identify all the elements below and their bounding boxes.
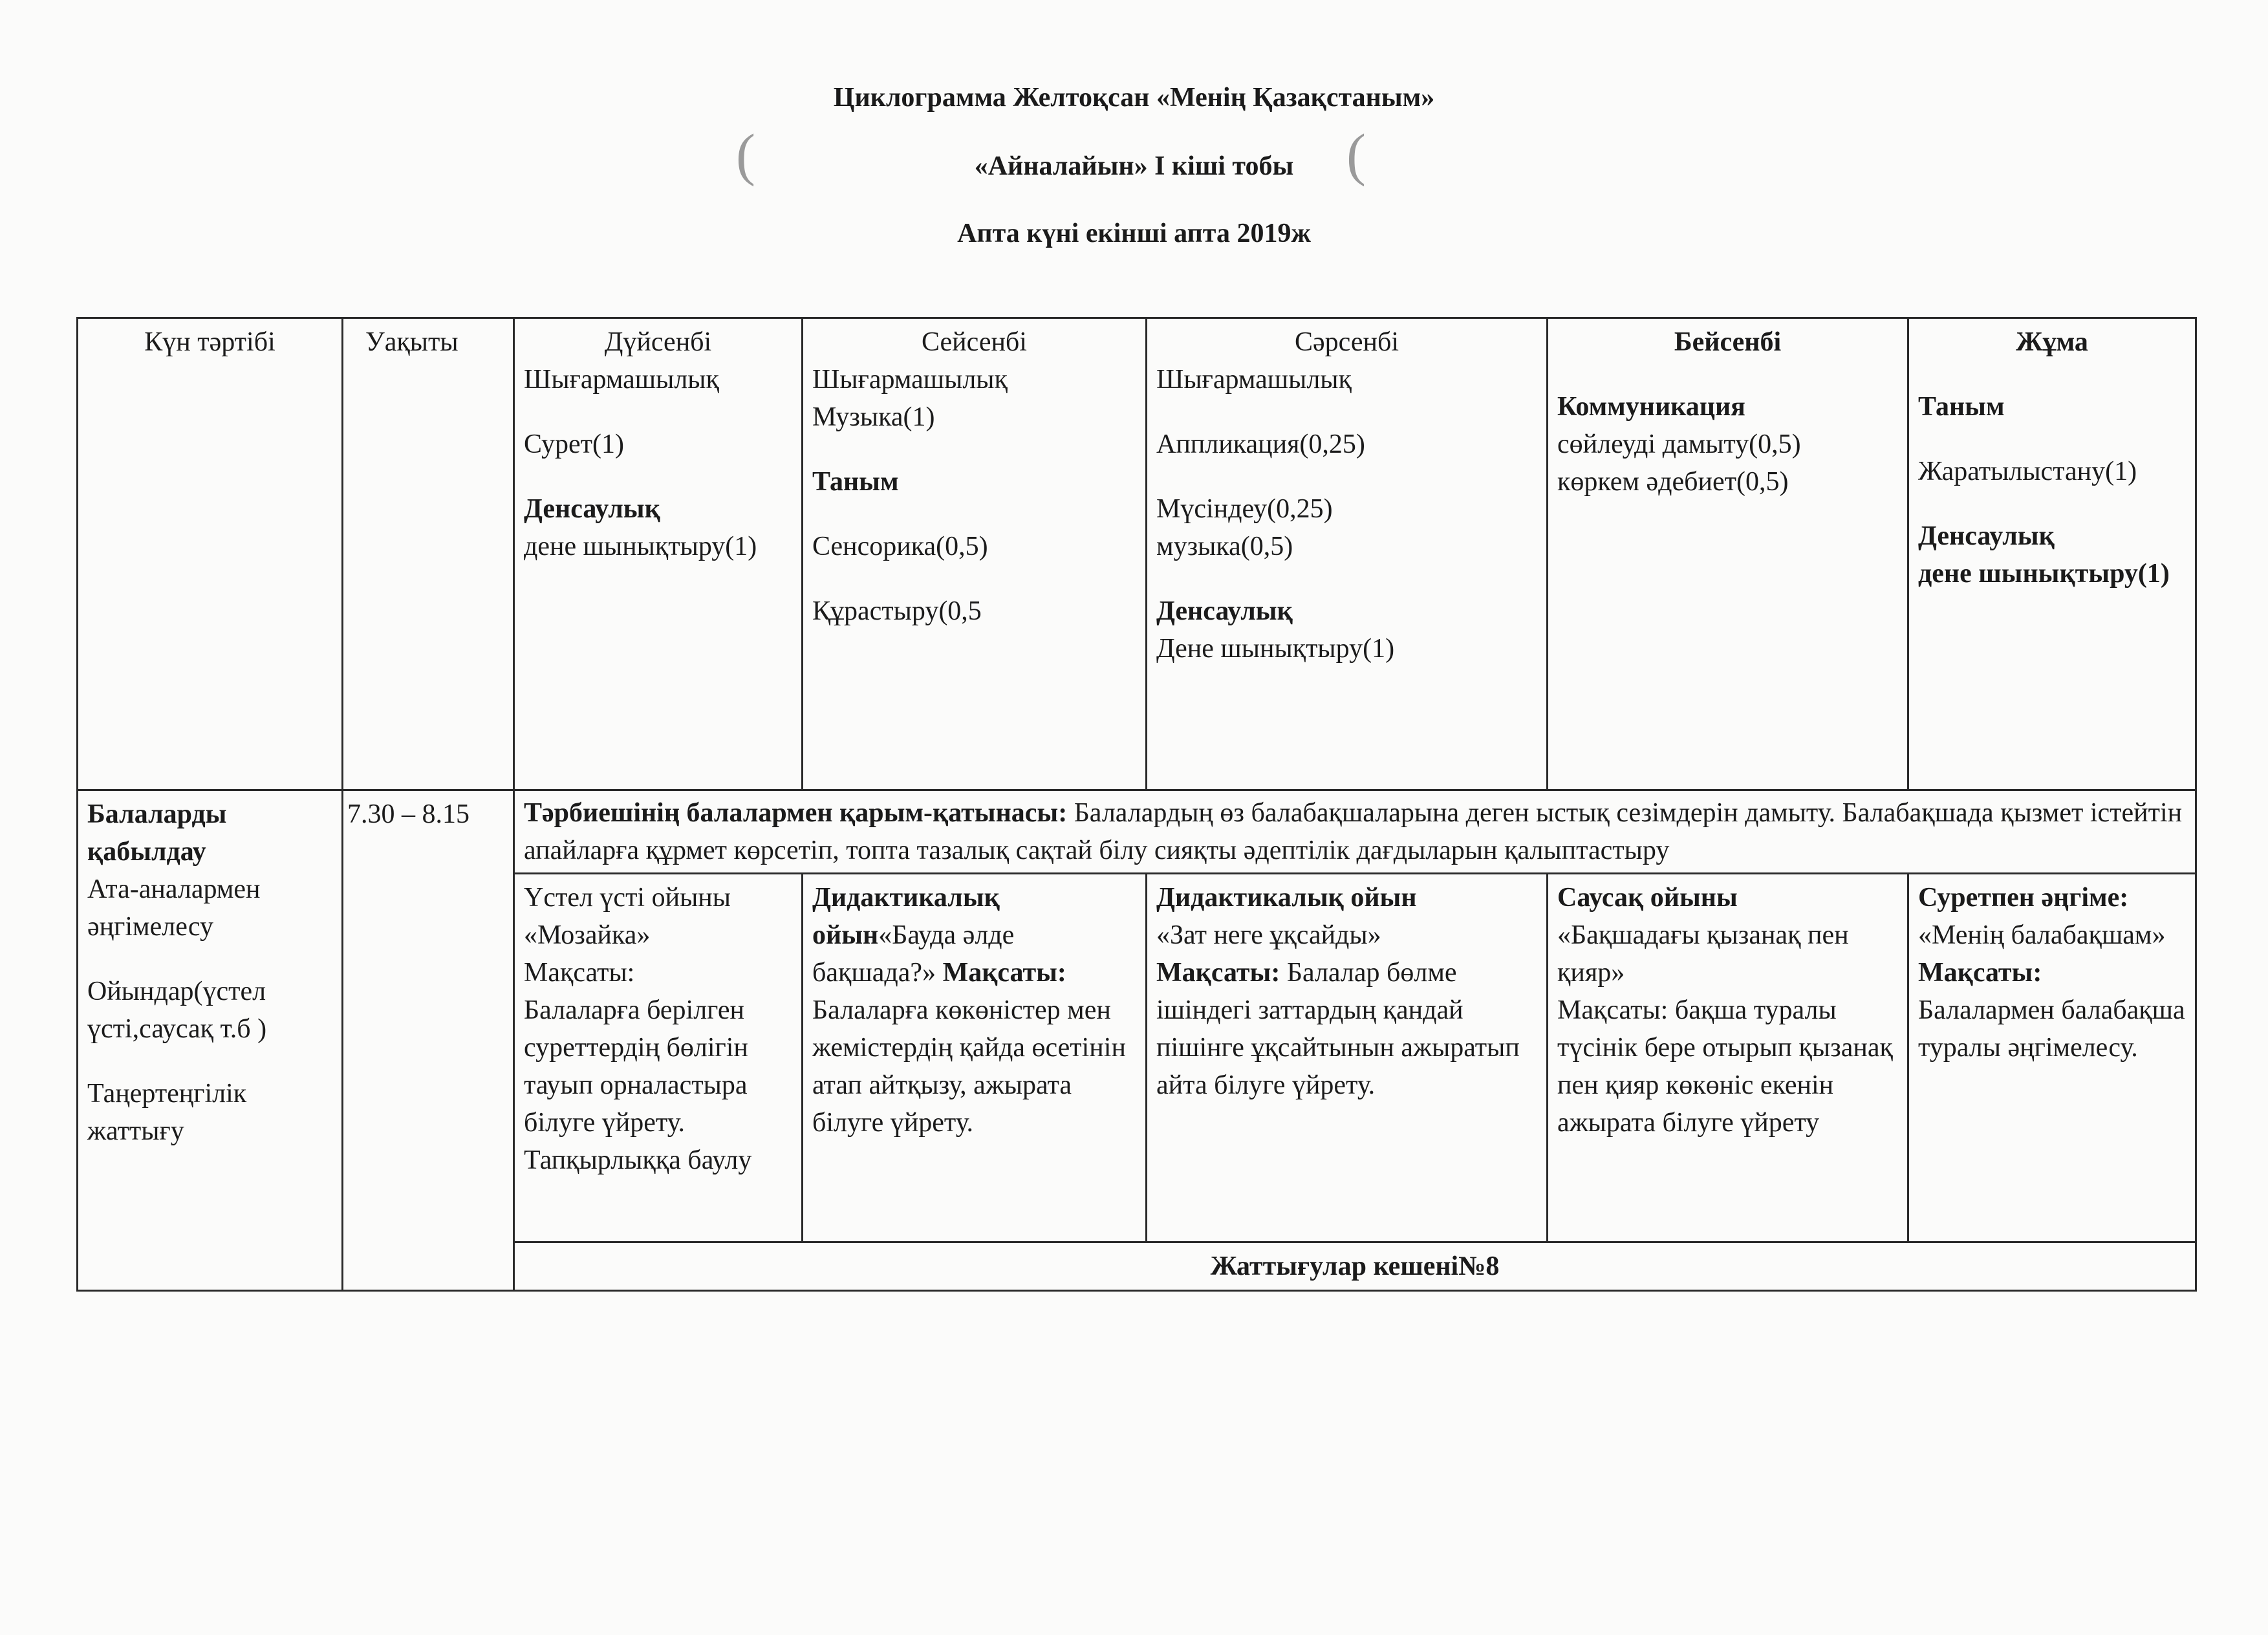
area-label: Коммуникация <box>1557 391 1745 422</box>
activity-goal: Балаларға көкөністер мен жемістердің қайда өсетінін атап айтқызу, ажырата білуге үйрету. <box>812 995 1126 1138</box>
area-label: Таным <box>1918 391 2005 422</box>
routine-item: Ойындар(үстел үсті,саусақ т.б ) <box>87 976 267 1044</box>
document-title: Циклограмма Желтоқсан «Менің Қазақстаным» <box>833 83 1435 113</box>
subject: музыка(0,5) <box>1156 531 1293 561</box>
area-label: Денсаулық <box>1156 596 1293 626</box>
activity-goal-label: Мақсаты: <box>942 957 1066 988</box>
wednesday-activity <box>1147 873 1548 1242</box>
subject: Музыка(1) <box>812 402 935 432</box>
group-name: «Айналайын» І кіші тобы <box>974 151 1294 181</box>
subject: Сурет(1) <box>524 429 624 459</box>
area-label: Денсаулық <box>524 493 660 524</box>
activity-goal-label: Мақсаты: <box>524 957 635 988</box>
activity-goal: Балалармен балабақша туралы әңгімелесу. <box>1918 995 2185 1063</box>
subject: сөйлеуді дамыту(0,5) <box>1557 429 1801 459</box>
subject: Аппликация(0,25) <box>1156 429 1365 459</box>
activity-goal: Балалар бөлме ішіндегі заттардың қандай пішінге ұқсайтынын ажыратып айта білуге үйрету. <box>1156 957 1520 1100</box>
activity-goal-label: Мақсаты: <box>1918 957 2042 988</box>
activity-game: «Мозайка» <box>524 920 651 950</box>
monday-header <box>514 318 803 790</box>
routine-item: Ата-аналармен әңгімелесу <box>87 874 261 942</box>
activity-title: Суретпен әңгіме: <box>1918 882 2129 913</box>
activity-game: «Зат неге ұқсайды» <box>1156 920 1381 950</box>
exercise-complex <box>514 1242 2196 1290</box>
area-label: Шығармашылық <box>524 364 719 395</box>
talk-label: Тәрбиешінің балалармен қарым-қатынасы: <box>524 798 1068 828</box>
day-name: Сейсенбі <box>922 327 1027 357</box>
wednesday-header <box>1147 318 1548 790</box>
talk-text: Балалардың өз балабақшаларына деген ыстық сезімдерін дамыту. Балабақшада қызмет істейтін апайларға құрмет көрсетіп, топта тазалық сақтай білу сияқты әдептілік дағдыларын қалыптастыру <box>524 798 2183 865</box>
area-label: Таным <box>812 466 899 497</box>
subject: дене шынықтыру(1) <box>524 531 757 561</box>
reception-time <box>343 790 514 1291</box>
subject: Құрастыру(0,5 <box>812 596 982 626</box>
time-value: 7.30 – 8.15 <box>347 799 470 829</box>
monday-activity <box>514 873 803 1242</box>
activity-goal: бақша туралы түсінік бере отырып қызанақ пен қияр көкөніс екенін ажырата білуге үйрету <box>1557 995 1893 1138</box>
activity-title: Дидактикалық ойын <box>1156 882 1417 913</box>
teacher-talk <box>514 790 2196 874</box>
cyclogram-table <box>76 317 2197 1292</box>
reception-routine <box>78 790 343 1291</box>
time-header-label: Уақыты <box>365 327 459 357</box>
activity-game: «Бауда әлде бақшада?» <box>812 920 1015 988</box>
time-header <box>343 318 514 790</box>
activity-goal-label: Мақсаты: <box>1557 995 1669 1025</box>
exercise-label: Жаттығулар кешені№8 <box>1210 1251 1500 1281</box>
talk-row <box>78 790 2196 874</box>
activity-game: «Менің балабақшам» <box>1918 920 2166 950</box>
friday-header <box>1908 318 2196 790</box>
routine-title: Балаларды қабылдау <box>87 799 227 867</box>
day-name: Дүйсенбі <box>604 327 712 357</box>
area-label: Шығармашылық <box>1156 364 1352 395</box>
activity-game: «Бақшадағы қызанақ пен қияр» <box>1557 920 1849 988</box>
subject: Сенсорика(0,5) <box>812 531 988 561</box>
activity-title: Саусақ ойыны <box>1557 882 1738 913</box>
day-name: Бейсенбі <box>1674 327 1782 357</box>
subject: Дене шынықтыру(1) <box>1156 633 1395 664</box>
subject: дене шынықтыру(1) <box>1918 558 2170 589</box>
pencil-mark: ( <box>1346 123 1366 187</box>
subject: көркем әдебиет(0,5) <box>1557 466 1789 497</box>
header-row <box>78 318 2196 790</box>
day-name: Сәрсенбі <box>1295 327 1399 357</box>
week-info: Апта күні екінші апта 2019ж <box>957 219 1311 248</box>
activity-goal: Балаларға берілген суреттердің бөлігін тауып орналастыра білуге үйрету. Тапқырлыққа баулу <box>524 995 752 1175</box>
thursday-activity <box>1548 873 1908 1242</box>
area-label: Денсаулық <box>1918 521 2055 551</box>
routine-item: Таңертеңгілік жаттығу <box>87 1078 247 1146</box>
routine-header-label: Күн тәртібі <box>144 327 275 357</box>
area-label: Шығармашылық <box>812 364 1008 395</box>
pencil-mark: ( <box>736 123 755 187</box>
routine-header <box>78 318 343 790</box>
tuesday-header <box>803 318 1147 790</box>
subject: Мүсіндеу(0,25) <box>1156 493 1333 524</box>
activity-title: Үстел үсті ойыны <box>524 882 731 913</box>
friday-activity <box>1908 873 2196 1242</box>
subject: Жаратылыстану(1) <box>1918 456 2137 486</box>
thursday-header <box>1548 318 1908 790</box>
tuesday-activity <box>803 873 1147 1242</box>
activity-goal-label: Мақсаты: <box>1156 957 1280 988</box>
activity-title: Дидактикалық ойын <box>812 882 1000 950</box>
day-name: Жұма <box>2016 327 2088 357</box>
